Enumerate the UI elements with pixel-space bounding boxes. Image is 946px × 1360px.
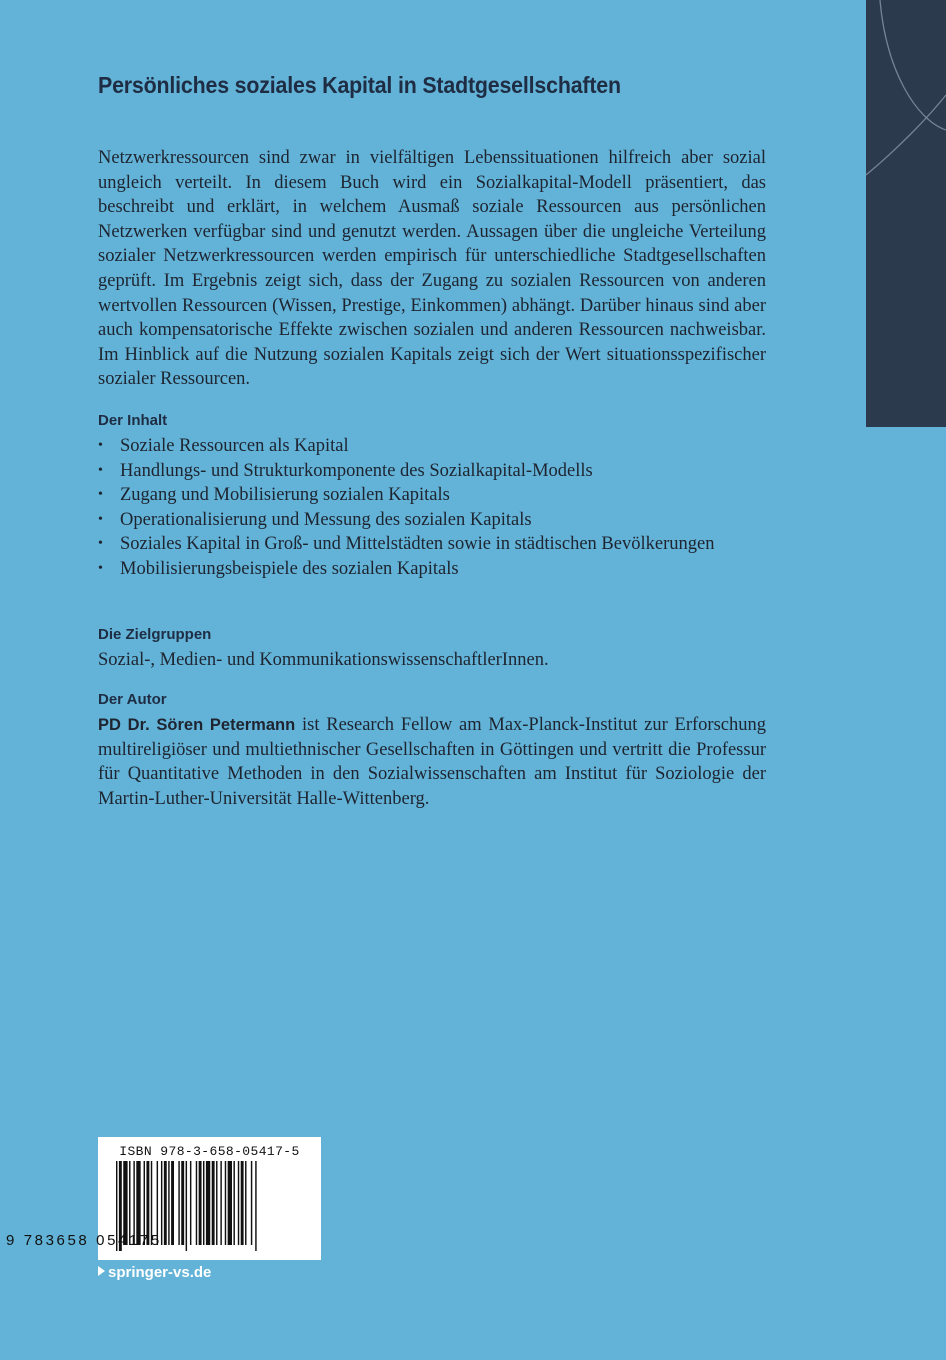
curve-lines-decoration bbox=[866, 0, 946, 427]
bullet: • bbox=[98, 536, 103, 552]
bullet: • bbox=[98, 438, 103, 453]
list-item: • Mobilisierungsbeispiele des sozialen Kapitals bbox=[98, 557, 758, 582]
barcode-digits: 9 783658 054175 bbox=[6, 1232, 162, 1249]
audience-text: Sozial-, Medien- und KommunikationswissenschaftlerInnen. bbox=[98, 650, 549, 670]
arrow-right-icon bbox=[98, 1266, 105, 1276]
bullet: • bbox=[98, 511, 103, 527]
audience-heading: Die Zielgruppen bbox=[98, 626, 212, 643]
barcode-bar bbox=[255, 1161, 256, 1251]
bullet: • bbox=[98, 487, 103, 503]
list-item: • Soziale Ressourcen als Kapital bbox=[98, 434, 758, 459]
intro-paragraph: Netzwerkressourcen sind zwar in vielfältigen Lebenssituationen hilfreich aber sozial ungleich verteilt. In diesem Buch wird ein Sozialkapital-Modell präsentiert, das beschreibt und erklärt, in welchem Ausmaß soziale Ressourcen aus persönlichen Netzwerken verfügbar sind und genutzt werden. Aussagen über die ungleiche Verteilung sozialer Netzwerkressourcen werden empirisch für unterschiedliche Stadtgesellschaften geprüft. Im Ergebnis zeigt sich, dass der Zugang zu sozialen Ressourcen von anderen wertvollen Ressourcen (Wissen, Prestige, Einkommen) abhängt. Darüber hinaus sind aber auch kompensatorische Effekte zwischen sozialen und anderen Ressourcen nachweisbar. Im Hinblick auf die Nutzung sozialen Kapitals zeigt sich der Wert situationsspezifischer sozialer Ressourcen. bbox=[98, 148, 766, 390]
author-bio-text: ist Research Fellow am Max-Planck-Institut zur Erforschung multireligiöser und multiethnischer Gesellschaften in Göttingen und vertritt die Professur für Quantitative Methoden in den Sozialwissenschaften am Institut für Soziologie der Martin-Luther-Universität Halle-Wittenberg. bbox=[98, 715, 766, 809]
book-title: Persönliches soziales Kapital in Stadtgesellschaften bbox=[98, 72, 621, 98]
contents-list bbox=[98, 434, 758, 582]
author-name: PD Dr. Sören Petermann bbox=[98, 716, 296, 734]
barcode-bar bbox=[241, 1161, 244, 1245]
barcode-bar bbox=[225, 1161, 226, 1245]
barcode-bar bbox=[233, 1161, 234, 1245]
bullet: • bbox=[98, 462, 103, 478]
contents-heading: Der Inhalt bbox=[98, 412, 168, 429]
list-item: • Soziales Kapital in Groß- und Mittelstädten sowie in städtischen Bevölkerungen bbox=[98, 532, 758, 557]
barcode-bar bbox=[251, 1161, 252, 1245]
corner-decoration-panel bbox=[866, 0, 946, 427]
list-item: • Zugang und Mobilisierung sozialen Kapitals bbox=[98, 483, 758, 508]
author-heading: Der Autor bbox=[98, 691, 167, 708]
barcode-bar bbox=[238, 1161, 239, 1245]
list-item: • Handlungs- und Strukturkomponente des Sozialkapital-Modells bbox=[98, 459, 758, 484]
bullet: • bbox=[98, 560, 103, 576]
barcode-bar bbox=[245, 1161, 246, 1245]
author-bio bbox=[98, 713, 766, 811]
website-link[interactable]: springer-vs.de bbox=[98, 1264, 211, 1281]
list-item: • Operationalisierung und Messung des sozialen Kapitals bbox=[98, 508, 758, 533]
isbn-label: ISBN 978-3-658-05417-5 bbox=[119, 1144, 300, 1159]
barcode-bar bbox=[228, 1161, 232, 1245]
